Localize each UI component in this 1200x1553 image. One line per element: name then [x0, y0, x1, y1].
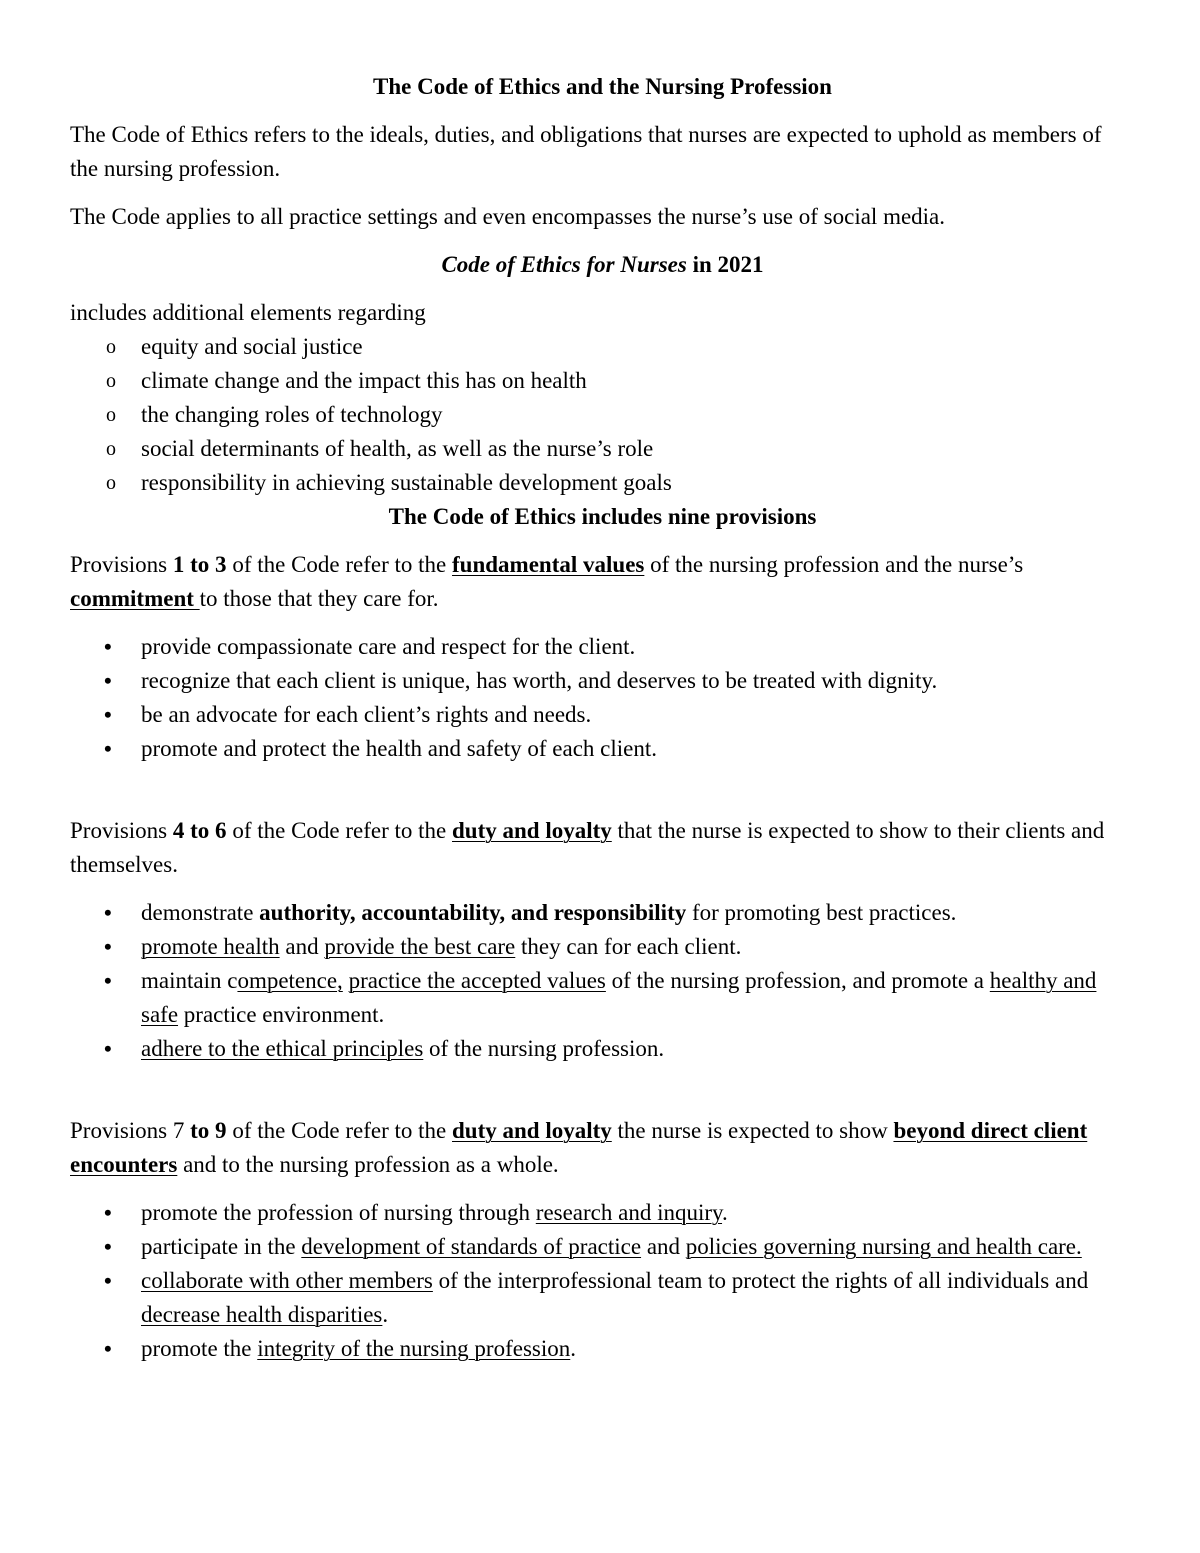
list-item-text: climate change and the impact this has on health	[141, 368, 587, 393]
bullet-icon: •	[104, 900, 112, 925]
provisions-1-3-list	[70, 630, 1135, 766]
bullet-icon: •	[104, 702, 112, 727]
text-run: practice the accepted values	[348, 968, 606, 993]
text-run: ompetence,	[237, 968, 343, 993]
list-item	[70, 466, 1135, 500]
text-run: of the nursing profession and the nurse’s	[644, 552, 1024, 577]
document-title: The Code of Ethics and the Nursing Profession	[373, 74, 832, 99]
text-run: integrity of the nursing profession	[257, 1336, 571, 1361]
list-item	[70, 1332, 1135, 1366]
code-2021-heading	[70, 248, 1135, 282]
text-run: that the nurse is expected to show to their clients and themselves.	[70, 818, 1105, 877]
text-run: of the interprofessional team to protect the rights of all individuals and	[432, 1268, 1089, 1293]
code-2021-lead: includes additional elements regarding	[70, 300, 426, 325]
text-run: commitment	[70, 586, 200, 611]
list-item-text: be an advocate for each client’s rights and needs.	[141, 702, 592, 727]
text-run: .	[382, 1302, 389, 1327]
text-run: .	[722, 1200, 728, 1225]
text-run: of the Code refer to the	[226, 818, 453, 843]
spacer	[70, 780, 1135, 814]
list-item-text: responsibility in achieving sustainable development goals	[141, 470, 672, 495]
text-run: maintain c	[141, 968, 238, 993]
list-item	[70, 630, 1135, 664]
text-run: Provisions	[70, 818, 173, 843]
text-run: adhere to the ethical principles	[141, 1036, 424, 1061]
text-run: duty and loyalty	[452, 1118, 612, 1143]
bullet-icon: •	[104, 634, 112, 659]
text-run: to 9	[190, 1118, 227, 1143]
list-item	[70, 364, 1135, 398]
code-2021-heading-italic: Code of Ethics for Nurses	[441, 252, 687, 277]
text-run: beyond direct client encounters	[70, 1118, 1088, 1177]
text-run: promote the profession of nursing through	[141, 1200, 536, 1225]
list-item	[70, 1230, 1135, 1264]
bullet-icon: •	[104, 1036, 112, 1061]
text-run: practice environment.	[178, 1002, 385, 1027]
text-run: development of standards of practice	[301, 1234, 642, 1259]
text-run: participate in the	[141, 1234, 302, 1259]
circle-bullet-icon: o	[106, 404, 116, 426]
text-run: .	[570, 1336, 577, 1361]
code-2021-list	[70, 330, 1135, 500]
list-item	[70, 698, 1135, 732]
provisions-1-3-paragraph	[70, 548, 1135, 616]
list-item-text: social determinants of health, as well as the nurse’s role	[141, 436, 654, 461]
text-run: of the Code refer to the	[226, 1118, 453, 1143]
list-item-text: recognize that each client is unique, has worth, and deserves to be treated with dignity.	[141, 668, 938, 693]
circle-bullet-icon: o	[106, 370, 116, 392]
text-run: provide the best care	[324, 934, 516, 959]
list-item	[70, 930, 1135, 964]
provisions-4-6-paragraph	[70, 814, 1135, 882]
text-run: Provisions	[70, 552, 173, 577]
bullet-icon: •	[104, 668, 112, 693]
text-run: and to the nursing profession as a whole.	[177, 1152, 559, 1177]
list-item	[70, 1196, 1135, 1230]
list-item	[70, 732, 1135, 766]
text-run: and	[641, 1234, 686, 1259]
text-run: to those that they care for.	[199, 586, 439, 611]
text-run: the nurse is expected to show	[611, 1118, 894, 1143]
text-run: Provisions 7	[70, 1118, 191, 1143]
text-run: policies governing nursing and health care.	[685, 1234, 1082, 1259]
circle-bullet-icon: o	[106, 336, 116, 358]
provisions-7-9-list	[70, 1196, 1135, 1366]
text-run: of the Code refer to the	[226, 552, 453, 577]
list-item	[70, 330, 1135, 364]
list-item-text: the changing roles of technology	[141, 402, 443, 427]
list-item	[70, 964, 1135, 1032]
list-item	[70, 398, 1135, 432]
text-run: fundamental values	[452, 552, 645, 577]
list-item-text: provide compassionate care and respect for the client.	[141, 634, 636, 659]
code-2021-heading-year: in 2021	[686, 252, 764, 277]
text-run: research and inquiry	[535, 1200, 723, 1225]
list-item-text: promote and protect the health and safety of each client.	[141, 736, 658, 761]
text-run: of the nursing profession, and promote a	[605, 968, 990, 993]
list-item-text: equity and social justice	[141, 334, 363, 359]
list-item	[70, 664, 1135, 698]
text-run: collaborate with other members	[141, 1268, 433, 1293]
list-item	[70, 1264, 1135, 1332]
bullet-icon: •	[104, 968, 112, 993]
bullet-icon: •	[104, 1336, 112, 1361]
circle-bullet-icon: o	[106, 472, 116, 494]
provisions-4-6-list	[70, 896, 1135, 1066]
bullet-icon: •	[104, 934, 112, 959]
text-run: decrease health disparities	[141, 1302, 383, 1327]
text-run: duty and loyalty	[452, 818, 612, 843]
bullet-icon: •	[104, 1268, 112, 1293]
bullet-icon: •	[104, 1234, 112, 1259]
text-run: healthy and safe	[141, 968, 1097, 1027]
text-run: of the nursing profession.	[423, 1036, 665, 1061]
list-item	[70, 896, 1135, 930]
text-run: authority, accountability, and responsibility	[259, 900, 687, 925]
list-item	[70, 1032, 1135, 1066]
text-run: promote health	[141, 934, 280, 959]
list-item	[70, 432, 1135, 466]
intro-paragraph-1: The Code of Ethics refers to the ideals, duties, and obligations that nurses are expected to uphold as members of the nursing profession.	[70, 122, 1102, 181]
bullet-icon: •	[104, 736, 112, 761]
provisions-heading: The Code of Ethics includes nine provisions	[388, 504, 817, 529]
intro-paragraph-2: The Code applies to all practice settings and even encompasses the nurse’s use of social media.	[70, 204, 946, 229]
text-run: 1 to 3	[172, 552, 227, 577]
spacer	[70, 1080, 1135, 1114]
text-run: demonstrate	[141, 900, 260, 925]
text-run: and	[279, 934, 325, 959]
text-run: promote the	[141, 1336, 258, 1361]
provisions-7-9-paragraph	[70, 1114, 1135, 1182]
bullet-icon: •	[104, 1200, 112, 1225]
circle-bullet-icon: o	[106, 438, 116, 460]
document-page	[70, 70, 1135, 1380]
text-run: 4 to 6	[172, 818, 227, 843]
text-run: they can for each client.	[515, 934, 742, 959]
text-run: for promoting best practices.	[686, 900, 957, 925]
